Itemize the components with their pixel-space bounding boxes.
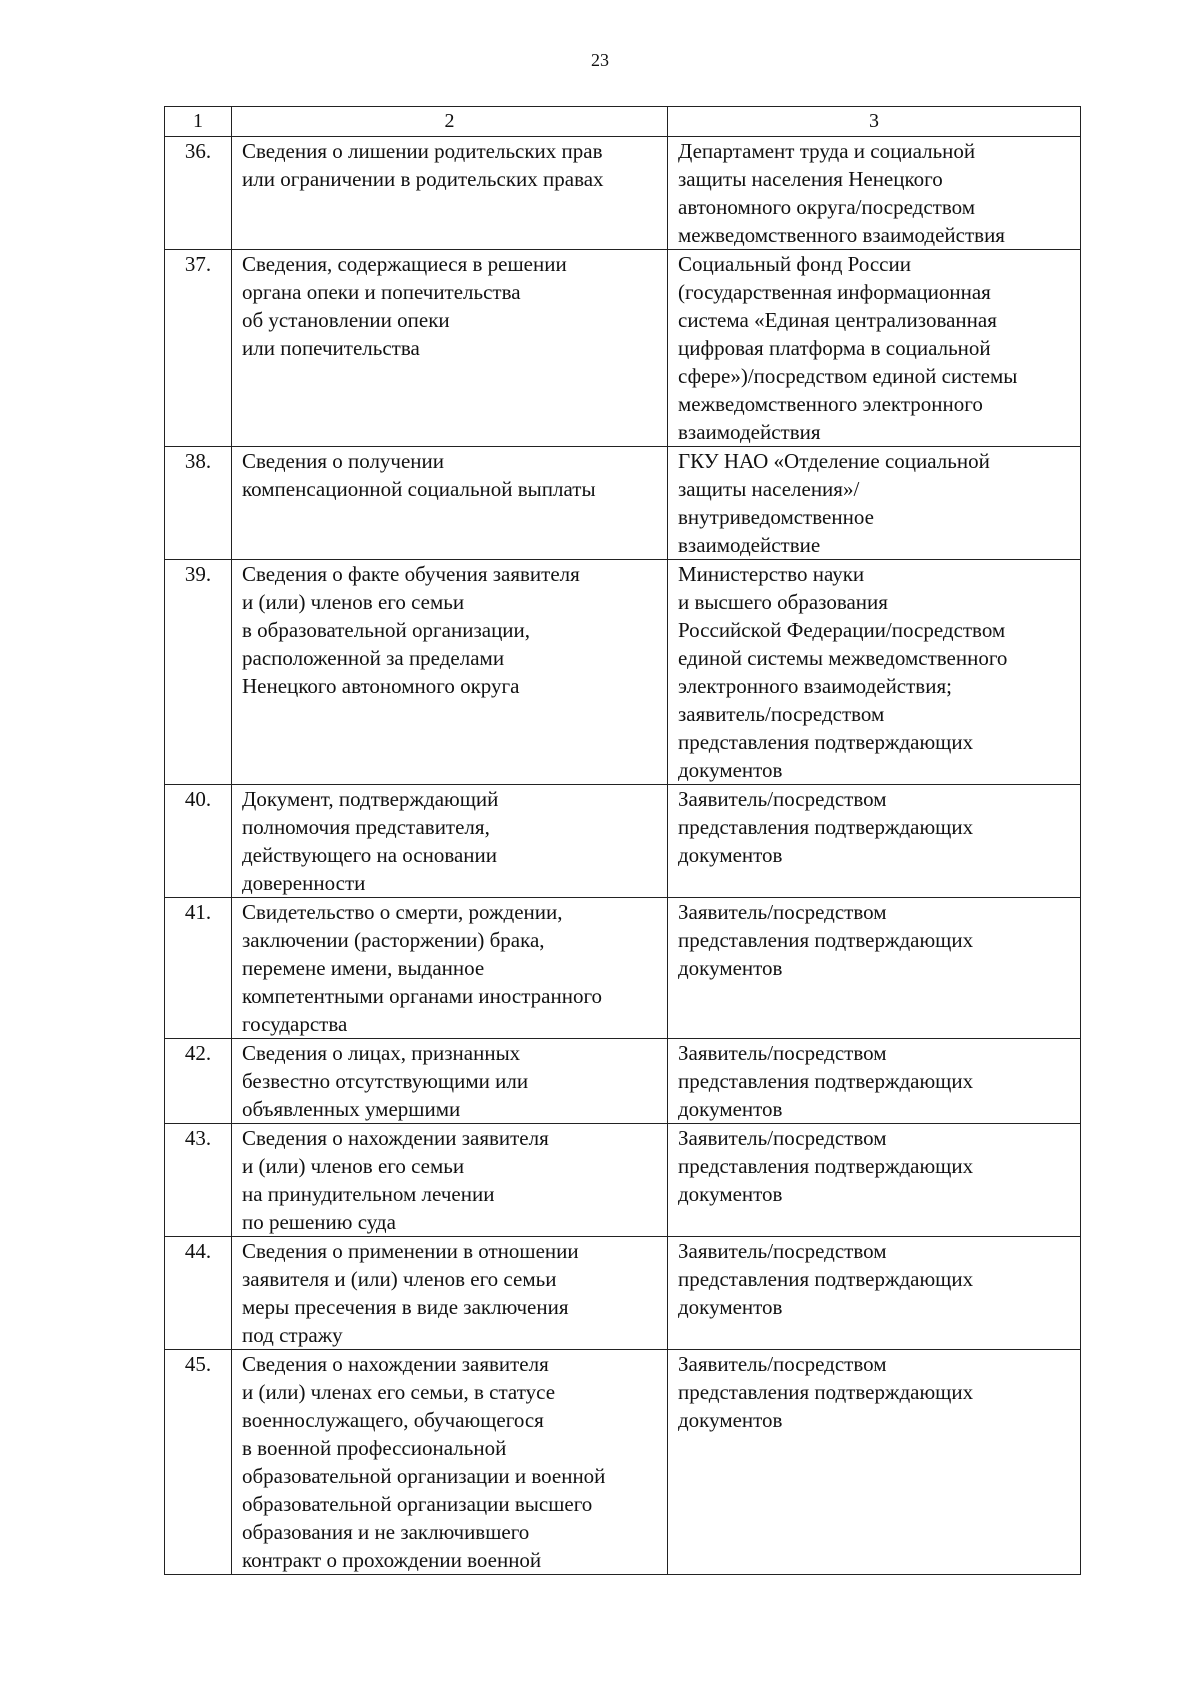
table-header-row [165,107,1081,137]
row-information: Свидетельство о смерти, рождении, заключении (расторжении) брака, перемене имени, выданное компетентными органами иностранного государства [232,898,668,1039]
row-information: Сведения о лицах, признанных безвестно отсутствующими или объявленных умершими [232,1039,668,1124]
row-information: Сведения о факте обучения заявителя и (или) членов его семьи в образовательной организации, расположенной за пределами Ненецкого автономного округа [232,560,668,785]
table-row [165,1350,1081,1575]
row-source: Социальный фонд России (государственная информационная система «Единая централизованная цифровая платформа в социальной сфере»)/посредством единой системы межведомственного электронного взаимодействия [668,250,1081,447]
row-number: 45. [165,1350,232,1575]
row-number: 40. [165,785,232,898]
row-information: Сведения о лишении родительских прав или ограничении в родительских правах [232,137,668,250]
table-row [165,560,1081,785]
header-cell-1: 1 [165,107,232,137]
row-number: 37. [165,250,232,447]
row-information: Сведения, содержащиеся в решении органа опеки и попечительства об установлении опеки или попечительства [232,250,668,447]
row-information: Сведения о нахождении заявителя и (или) членах его семьи, в статусе военнослужащего, обучающегося в военной профессиональной образовательной организации и военной образовательной организации высшего образования и не заключившего контракт о прохождении военной [232,1350,668,1575]
row-source: Заявитель/посредством представления подтверждающих документов [668,1237,1081,1350]
row-number: 36. [165,137,232,250]
row-source: Министерство науки и высшего образования Российской Федерации/посредством единой системы межведомственного электронного взаимодействия; заявитель/посредством представления подтверждающих документов [668,560,1081,785]
row-source: Заявитель/посредством представления подтверждающих документов [668,1124,1081,1237]
table-row [165,1039,1081,1124]
table-row [165,1124,1081,1237]
table-row [165,898,1081,1039]
row-number: 44. [165,1237,232,1350]
row-information: Сведения о применении в отношении заявителя и (или) членов его семьи меры пресечения в виде заключения под стражу [232,1237,668,1350]
row-number: 39. [165,560,232,785]
row-source: ГКУ НАО «Отделение социальной защиты населения»/ внутриведомственное взаимодействие [668,447,1081,560]
row-source: Заявитель/посредством представления подтверждающих документов [668,785,1081,898]
header-cell-2: 2 [232,107,668,137]
table-row [165,1237,1081,1350]
row-source: Заявитель/посредством представления подтверждающих документов [668,898,1081,1039]
row-source: Департамент труда и социальной защиты населения Ненецкого автономного округа/посредством межведомственного взаимодействия [668,137,1081,250]
header-cell-3: 3 [668,107,1081,137]
table-row [165,447,1081,560]
row-number: 41. [165,898,232,1039]
row-number: 38. [165,447,232,560]
row-number: 43. [165,1124,232,1237]
table-row [165,137,1081,250]
document-table [164,106,1081,1575]
table-row [165,250,1081,447]
row-number: 42. [165,1039,232,1124]
row-source: Заявитель/посредством представления подтверждающих документов [668,1350,1081,1575]
row-information: Документ, подтверждающий полномочия представителя, действующего на основании доверенности [232,785,668,898]
row-source: Заявитель/посредством представления подтверждающих документов [668,1039,1081,1124]
table-row [165,785,1081,898]
row-information: Сведения о получении компенсационной социальной выплаты [232,447,668,560]
row-information: Сведения о нахождении заявителя и (или) членов его семьи на принудительном лечении по решению суда [232,1124,668,1237]
page-number: 23 [591,50,609,70]
